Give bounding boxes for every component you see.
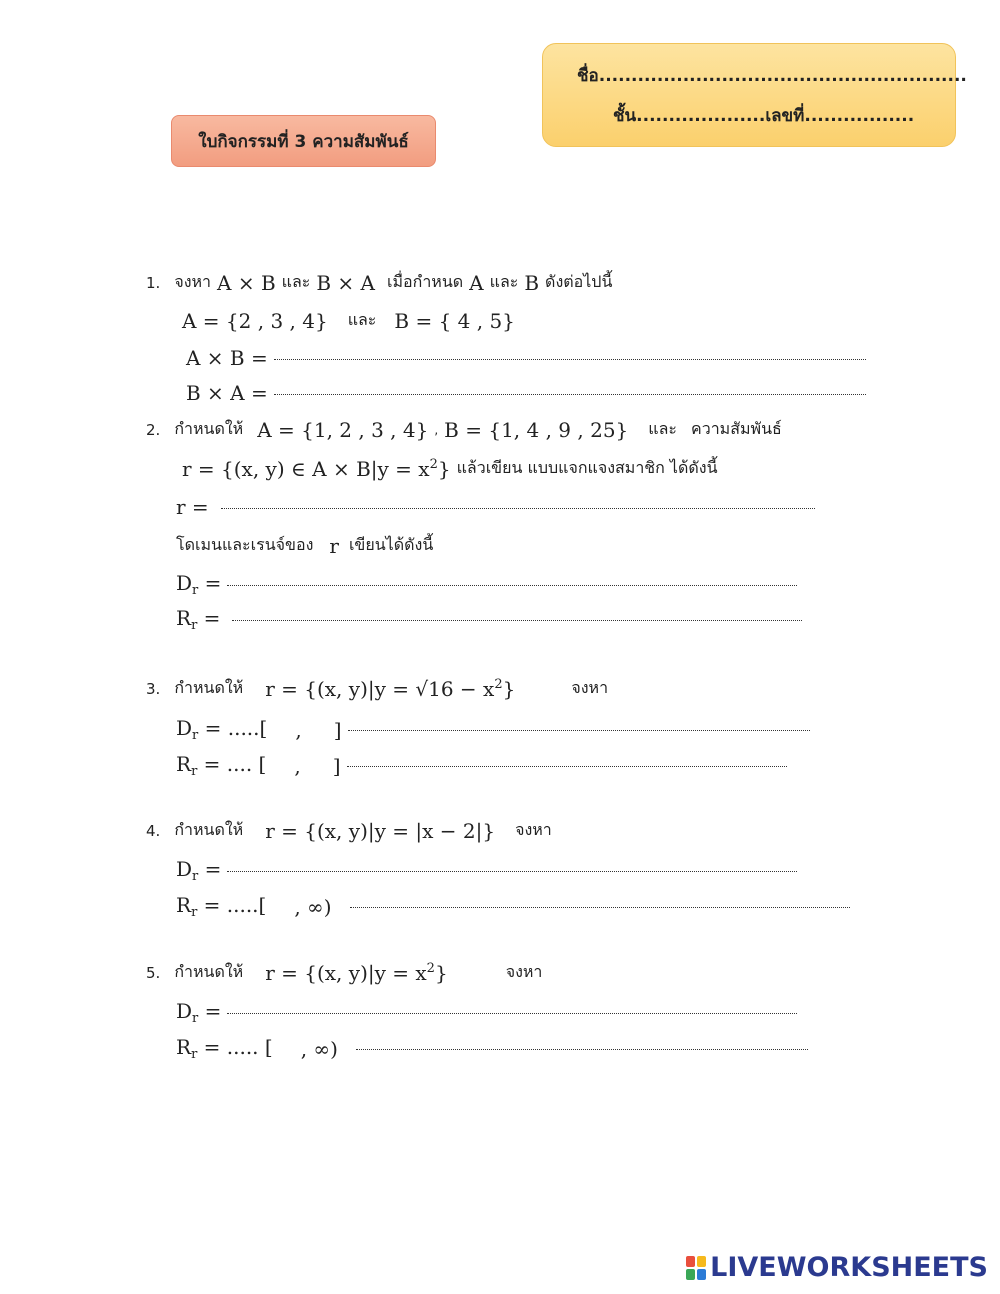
q1-b: B: [524, 270, 540, 295]
q3-range-answer-line[interactable]: [347, 764, 787, 767]
q1-bxa: B × A: [316, 270, 375, 295]
q4-r-definition: r = {(x, y)|y = |x − 2|}: [265, 818, 496, 843]
logo-block-1: [686, 1256, 695, 1267]
q5-range-row: [176, 1035, 814, 1062]
q1-bxa-answer-line[interactable]: [274, 392, 866, 395]
q2-r-answer-row: [176, 495, 821, 519]
q5-domain-answer-line[interactable]: [227, 1011, 797, 1014]
q1-text: เมื่อกำหนด: [387, 272, 464, 291]
q1-set-b: B = { 4 , 5}: [394, 308, 515, 333]
logo-block-4: [697, 1269, 706, 1280]
q1-axb-answer-line[interactable]: [274, 357, 866, 360]
q4-domain-label: $D_r$ =: [176, 857, 222, 884]
q3-range-row: [176, 752, 793, 779]
q2-range-label: $R_r$ =: [176, 606, 221, 633]
q4-text: จงหา: [515, 820, 552, 839]
q5-r-definition: r = {(x, $y)|y = x^2$}: [265, 960, 448, 985]
q1-set-a: A = {2 , 3 , 4}: [182, 308, 328, 333]
q2-comma: ,: [434, 422, 439, 437]
q1-and: และ: [347, 310, 377, 329]
q1-bxa-answer-row: [186, 381, 872, 405]
q2-r-answer-line[interactable]: [221, 506, 815, 509]
q1-text: ดังต่อไปนี้: [545, 272, 613, 291]
q3-domain-close: ]: [333, 717, 342, 742]
q2-domain-row: [176, 571, 803, 598]
liveworksheets-logo-text: LIVEWORKSHEETS: [710, 1252, 988, 1283]
class-number-field[interactable]: ชั้น....................เลขที่.................: [613, 106, 915, 126]
q3-domain-label: $D_r$ = .....[: [176, 716, 268, 743]
q5-prompt: [146, 960, 548, 985]
q3-text: กำหนดให้: [174, 678, 244, 697]
logo-block-2: [697, 1256, 706, 1267]
q2-domain-range-text: [176, 533, 439, 558]
q1-and: และ: [281, 272, 311, 291]
q4-domain-row: [176, 857, 803, 884]
q5-text: จงหา: [505, 962, 543, 981]
q5-range-infinity: , ∞): [300, 1036, 338, 1061]
q2-domain-label: $D_r$ =: [176, 571, 222, 598]
q2-relation-def: [182, 456, 724, 481]
q5-domain-label: $D_r$ =: [176, 999, 222, 1026]
q3-domain-answer-line[interactable]: [348, 728, 810, 731]
q5-range-answer-line[interactable]: [356, 1047, 808, 1050]
name-field[interactable]: ชื่อ.........................................................: [577, 66, 967, 86]
q1-and: และ: [489, 272, 519, 291]
q3-prompt: [146, 676, 614, 701]
q3-text: จงหา: [571, 678, 609, 697]
q3-number: 3.: [146, 679, 161, 698]
q4-range-answer-line[interactable]: [350, 905, 850, 908]
q4-domain-answer-line[interactable]: [227, 869, 797, 872]
q2-range-answer-line[interactable]: [232, 618, 802, 621]
q4-text: กำหนดให้: [174, 820, 244, 839]
q4-range-infinity: , ∞): [294, 894, 332, 919]
q2-relation-word: ความสัมพันธ์: [691, 419, 782, 438]
q4-range-label: $R_r$ = .....[: [176, 893, 267, 920]
q2-set-b: B = {1, 4 , 9 , 25}: [444, 417, 629, 442]
q2-r-symbol: r: [329, 533, 339, 558]
q4-prompt: [146, 818, 558, 843]
q1-number: 1.: [146, 273, 161, 292]
q3-r-definition: r = {(x, $y)|y = √16 - x^2$}: [265, 676, 516, 701]
q2-number: 2.: [146, 420, 161, 439]
q5-text: กำหนดให้: [174, 962, 244, 981]
q1-a: A: [469, 270, 484, 295]
q1-prompt: [146, 270, 618, 295]
q1-bxa-label: B × A =: [186, 381, 268, 405]
q1-sets: [182, 308, 521, 333]
q1-axb-label: A × B =: [186, 346, 268, 370]
q3-range-close: ]: [332, 753, 341, 778]
q2-range-row: [176, 606, 808, 633]
logo-block-3: [686, 1269, 695, 1280]
q2-text: โดเมนและเรนจ์ของ: [176, 535, 314, 554]
q3-range-label: $R_r$ = .... [: [176, 752, 267, 779]
q2-prompt: [146, 417, 788, 442]
q2-domain-answer-line[interactable]: [227, 583, 797, 586]
q3-domain-comma: ,: [295, 717, 302, 742]
q3-range-comma: ,: [294, 753, 301, 778]
q2-r-label: r =: [176, 495, 209, 519]
q2-text: แล้วเขียน แบบแจกแจงสมาชิก ได้ดังนี้: [456, 458, 718, 477]
liveworksheets-logo: [686, 1252, 988, 1283]
q1-axb: A × B: [217, 270, 276, 295]
q5-range-label: $R_r$ = ..... [: [176, 1035, 273, 1062]
q5-domain-row: [176, 999, 803, 1026]
q2-r-definition: r = {(x, y) ∈ $A \times B|y = x^2$}: [182, 456, 451, 481]
q1-text: จงหา: [174, 272, 212, 291]
worksheet-title: ใบกิจกรรมที่ 3 ความสัมพันธ์: [171, 115, 436, 167]
q1-axb-answer-row: [186, 346, 872, 370]
q4-range-row: [176, 893, 856, 920]
q2-text: เขียนได้ดังนี้: [348, 535, 434, 554]
q3-domain-row: [176, 716, 816, 743]
student-info-box: [542, 43, 967, 147]
q4-number: 4.: [146, 821, 161, 840]
q2-and: และ: [648, 419, 677, 438]
liveworksheets-logo-icon: [686, 1256, 706, 1280]
q2-text: กำหนดให้: [174, 419, 244, 438]
q2-set-a: A = {1, 2 , 3 , 4}: [257, 417, 429, 442]
q5-number: 5.: [146, 963, 161, 982]
